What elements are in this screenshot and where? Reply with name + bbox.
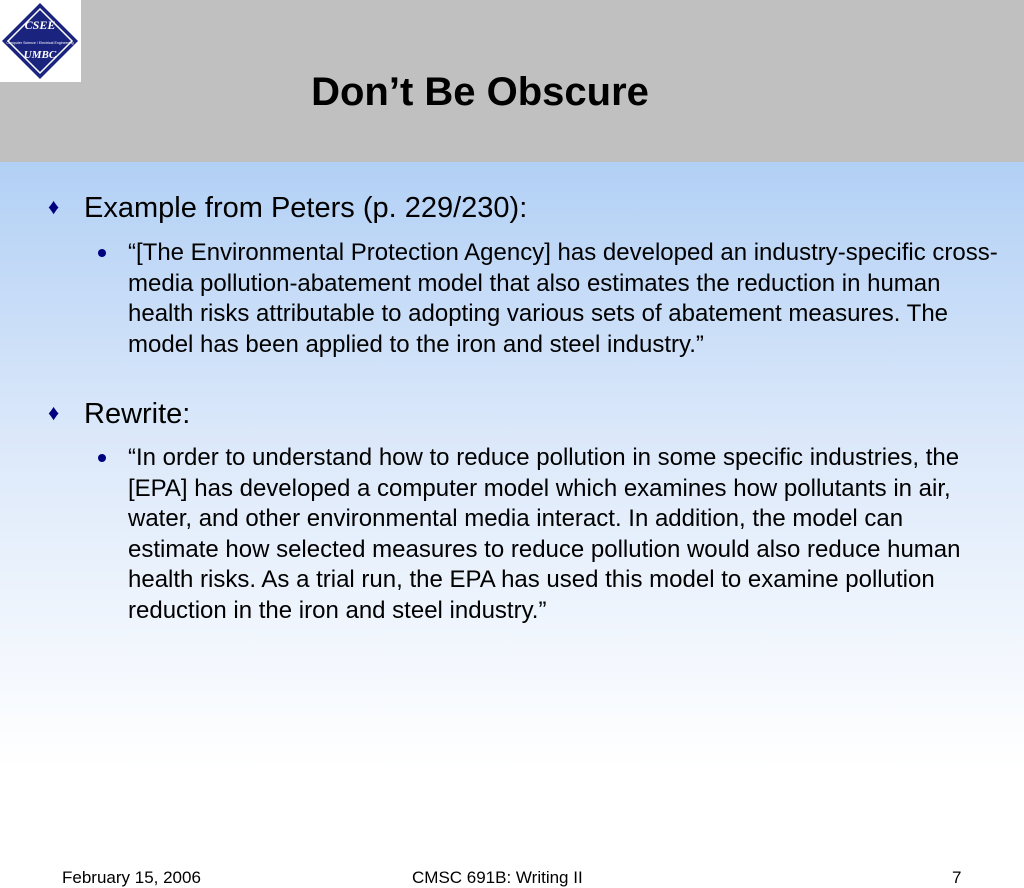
- sub-bullet-text: “In order to understand how to reduce pollution in some specific industries, the [EPA] has developed a computer model which examines how pollutants in air, water, and other environmental media interact. In addition, the model can estimate how selected measures to reduce pollution would also reduce human health risks. As a trial run, the EPA has used this model to examine pollution reduction in the iron and steel industry.”: [128, 444, 961, 624]
- logo-bottom-text: UMBC: [23, 49, 57, 61]
- logo-top-text: CSEE: [24, 18, 56, 32]
- bullet-text: Rewrite:: [84, 398, 191, 430]
- footer-course: CMSC 691B: Writing II: [412, 868, 583, 887]
- dot-bullet-icon: [98, 454, 106, 462]
- slide-body: [0, 162, 1024, 887]
- csee-umbc-logo: [0, 0, 81, 82]
- logo-diamond-icon: [0, 0, 81, 82]
- slide-title: Don’t Be Obscure: [311, 70, 649, 114]
- logo-middle-text: Computer Science / Electrical Engineering: [6, 41, 74, 45]
- dot-bullet-icon: [98, 249, 106, 257]
- footer-date: February 15, 2006: [62, 868, 201, 887]
- title-bar: [0, 0, 1024, 162]
- diamond-bullet-icon: ♦: [48, 400, 60, 425]
- sub-bullet-text: “[The Environmental Protection Agency] has developed an industry-specific cross-media pollution-abatement model that also estimates the reduction in human health risks attributable to adopting various sets of abatement measures. The model has been applied to the iron and steel industry.”: [128, 239, 998, 358]
- diamond-bullet-icon: ♦: [48, 194, 60, 219]
- page-number: 7: [952, 868, 962, 887]
- bullet-text: Example from Peters (p. 229/230):: [84, 192, 528, 224]
